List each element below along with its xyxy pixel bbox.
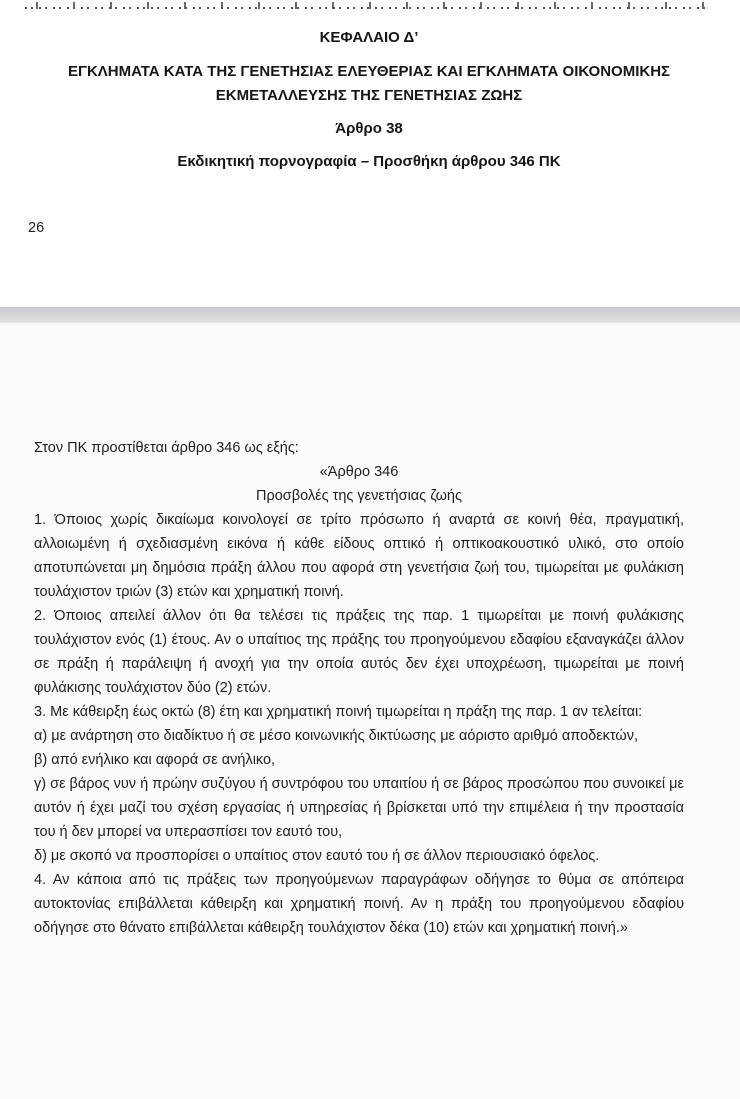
- item-beta: β) από ενήλικο και αφορά σε ανήλικο,: [34, 752, 276, 768]
- page-gap-separator: [0, 307, 740, 323]
- document-page-1: [0, 0, 740, 307]
- article-346-title: Προσβολές της γενετήσιας ζωής: [256, 488, 462, 504]
- article-38-subtitle: Εκδικητική πορνογραφία – Προσθήκη άρθρου 346 ΠΚ: [177, 153, 561, 170]
- paragraph-3: 3. Με κάθειρξη έως οκτώ (8) έτη και χρηματική ποινή τιμωρείται η πράξη της παρ. 1 αν τελείται:: [34, 704, 643, 720]
- item-delta: δ) με σκοπό να προσπορίσει ο υπαίτιος στον εαυτό του ή σε άλλον περιουσιακό όφελος.: [34, 848, 600, 864]
- clipped-text-line: [25, 2, 710, 9]
- article-346-heading: «Άρθρο 346: [319, 464, 399, 480]
- page-number: 26: [28, 220, 45, 236]
- article-38-heading: Άρθρο 38: [335, 120, 403, 137]
- paragraph-2: 2. Όποιος απειλεί άλλον ότι θα τελέσει τις πράξεις της παρ. 1 τιμωρείται με ποινή φυλάκισης τουλάχιστον ενός (1) έτους. Αν ο υπαίτιος της πράξης του προηγούμενου εδαφίου εξαναγκάζει άλλον σε πράξη ή παράλειψη ή ανοχή για την οποία αυτός δεν έχει υποχρέωση, τιμωρείται με ποινή φυλάκισης τουλάχιστον δύο (2) ετών.: [34, 608, 684, 696]
- intro-line: Στον ΠΚ προστίθεται άρθρο 346 ως εξής:: [34, 440, 299, 456]
- paragraph-4: 4. Αν κάποια από τις πράξεις των προηγούμενων παραγράφων οδήγησε το θύμα σε απόπειρα αυτοκτονίας επιβάλλεται κάθειρξη και χρηματική ποινή. Αν η πράξη του προηγούμενου εδαφίου οδήγησε στο θάνατο επιβάλλεται κάθειρξη τουλάχιστον δέκα (10) ετών και χρηματική ποινή.»: [34, 872, 684, 936]
- item-alpha: α) με ανάρτηση στο διαδίκτυο ή σε μέσο κοινωνικής δικτύωσης με αόριστο αριθμό αποδεκτών,: [34, 728, 639, 744]
- item-gamma: γ) σε βάρος νυν ή πρώην συζύγου ή συντρόφου του υπαιτίου ή σε βάρος προσώπου που συνοικεί με αυτόν ή έχει μαζί του σχέση εργασίας ή υπηρεσίας ή βρίσκεται υπό την επιμέλεια ή την προστασία του ή δεν μπορεί να υπερασπίσει τον εαυτό του,: [34, 776, 684, 840]
- paragraph-1: 1. Όποιος χωρίς δικαίωμα κοινολογεί σε τρίτο πρόσωπο ή αναρτά σε κοινή θέα, πραγματική, αλλοιωμένη ή σχεδιασμένη εικόνα ή κάθε είδους οπτικό ή οπτικοακουστικό υλικό, στο οποίο αποτυπώνεται μη δημόσια πράξη άλλου που αφορά στη γενετήσια ζωή του, τιμωρείται με φυλάκιση τουλάχιστον τριών (3) ετών και χρηματική ποινή.: [34, 512, 684, 600]
- chapter-heading: ΚΕΦΑΛΑΙΟ Δ’: [319, 29, 419, 46]
- chapter-title: ΕΓΚΛΗΜΑΤΑ ΚΑΤΑ ΤΗΣ ΓΕΝΕΤΗΣΙΑΣ ΕΛΕΥΘΕΡΙΑΣ ΚΑΙ ΕΓΚΛΗΜΑΤΑ ΟΙΚΟΝΟΜΙΚΗΣ ΕΚΜΕΤΑΛΛΕΥΣΗΣ ΤΗΣ ΓΕΝΕΤΗΣΙΑΣ ΖΩΗΣ: [67, 63, 671, 104]
- document-page-2: [0, 323, 740, 1099]
